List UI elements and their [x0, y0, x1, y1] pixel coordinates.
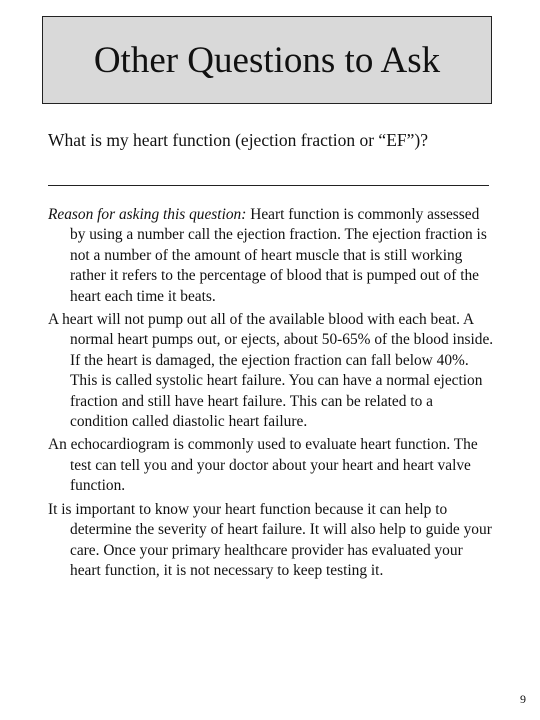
paragraph-echocardiogram: An echocardiogram is commonly used to evaluate heart function. The test can tell you and your doctor about your heart and heart valve function. — [48, 436, 478, 495]
body-text — [48, 205, 494, 584]
paragraph-normal-heart: A heart will not pump out all of the available blood with each beat. A normal heart pumps out, or ejects, about 50-65% of the blood inside. If the heart is damaged, the ejection fraction can fall below 40%. This is called systolic heart failure. You can have a normal ejection fraction and still have heart failure. This can be related to a condition called diastolic heart failure. — [48, 311, 494, 431]
title-box — [42, 16, 492, 104]
reason-label: Reason for asking this question: — [48, 206, 247, 223]
answer-blank-line — [48, 185, 489, 186]
paragraph-importance: It is important to know your heart function because it can help to determine the severity of heart failure. It will also help to guide your care. Once your primary healthcare provider has evaluated your heart function, it is not necessary to keep testing it. — [48, 500, 492, 579]
page-title: Other Questions to Ask — [93, 39, 441, 81]
reason-paragraph — [48, 205, 494, 307]
reason-text: Heart function is commonly assessed by using a number call the ejection fraction. The ejection fraction is not a number of the amount of heart muscle that is still working rather it refers to the percentage of blood that is pumped out of the heart each time it beats. — [70, 206, 487, 305]
page-number: 9 — [520, 692, 526, 706]
question-text: What is my heart function (ejection fraction or “EF”)? — [48, 130, 428, 150]
